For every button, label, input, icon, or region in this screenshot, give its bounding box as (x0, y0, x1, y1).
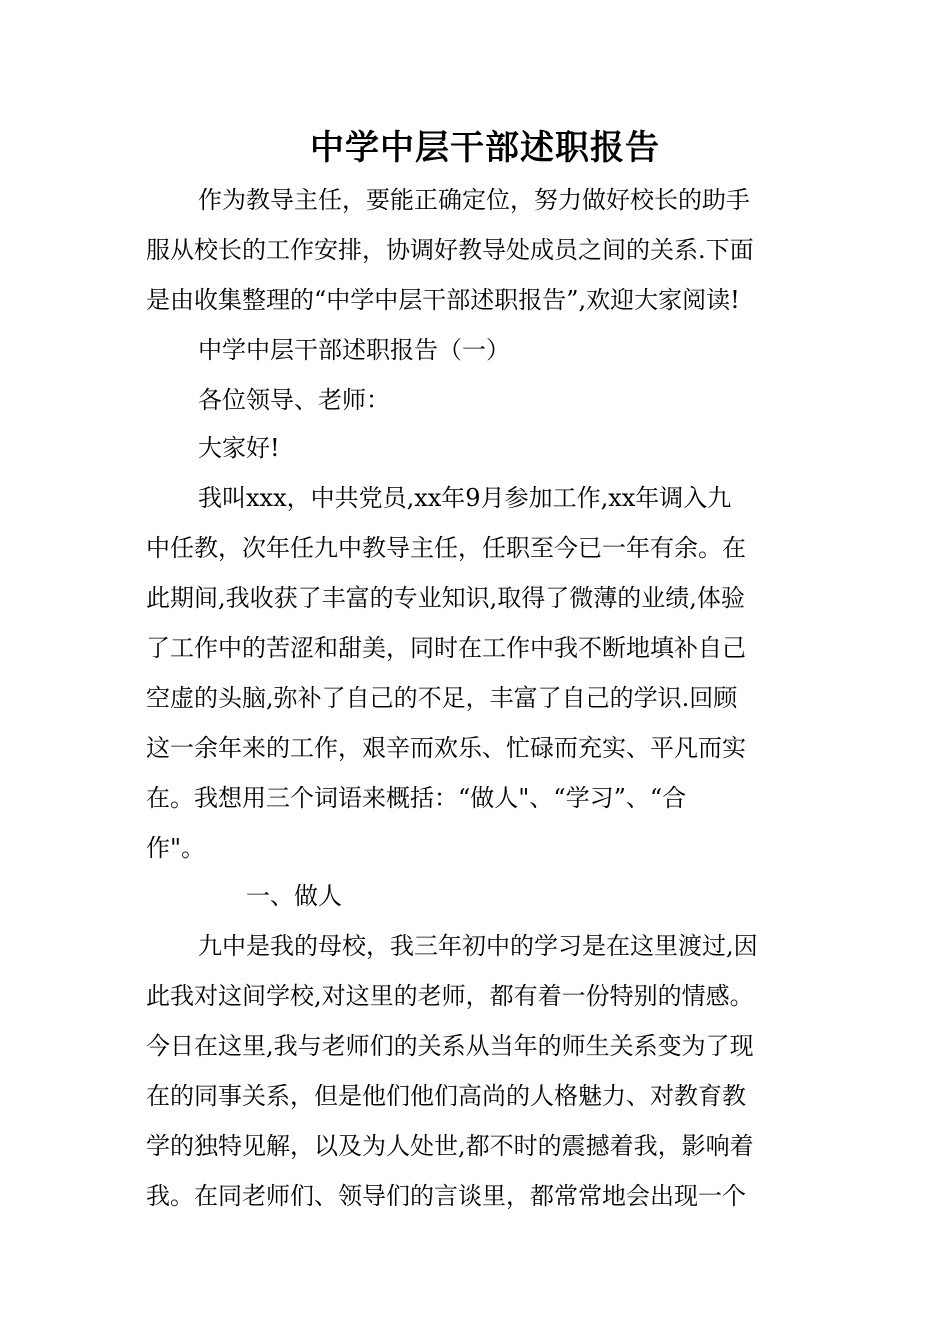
section-heading: 一、做人 (246, 882, 342, 910)
paragraph-line: 作"。 (146, 834, 206, 862)
paragraph-line: 作为教导主任，要能正确定位，努力做好校长的助手 (198, 186, 750, 214)
paragraph-line: 中任教，次年任九中教导主任，任职至今已一年有余。在 (146, 534, 746, 562)
paragraph-line: 这一余年来的工作，艰辛而欢乐、忙碌而充实、平凡而实 (146, 734, 746, 762)
paragraph-line: 中学中层干部述职报告（一） (198, 336, 510, 364)
paragraph-line: 我叫xxx，中共党员,xx年9月参加工作,xx年调入九 (198, 484, 732, 512)
paragraph-line: 服从校长的工作安排，协调好教导处成员之间的关系.下面 (146, 236, 754, 264)
paragraph-line: 此我对这间学校,对这里的老师，都有着一份特别的情感。 (146, 982, 754, 1010)
paragraph-line: 是由收集整理的“中学中层干部述职报告”,欢迎大家阅读! (146, 286, 740, 314)
paragraph-line: 大家好! (198, 434, 280, 462)
paragraph-line: 空虚的头脑,弥补了自己的不足，丰富了自己的学识.回顾 (146, 684, 738, 712)
document-title: 中学中层干部述职报告 (310, 128, 660, 168)
paragraph-line: 学的独特见解，以及为人处世,都不时的震撼着我，影响着 (146, 1132, 754, 1160)
paragraph-line: 今日在这里,我与老师们的关系从当年的师生关系变为了现 (146, 1032, 754, 1060)
paragraph-line: 我。在同老师们、领导们的言谈里，都常常地会出现一个 (146, 1182, 746, 1210)
paragraph-line: 在的同事关系，但是他们他们高尚的人格魅力、对教育教 (146, 1082, 746, 1110)
paragraph-line: 各位领导、老师： (198, 386, 390, 414)
paragraph-line: 此期间,我收获了丰富的专业知识,取得了微薄的业绩,体验 (146, 584, 745, 612)
paragraph-line: 九中是我的母校，我三年初中的学习是在这里渡过,因 (198, 932, 758, 960)
paragraph-line: 在。我想用三个词语来概括：“做人"、“学习”、“合 (146, 784, 687, 812)
paragraph-line: 了工作中的苦涩和甜美，同时在工作中我不断地填补自己 (146, 634, 746, 662)
